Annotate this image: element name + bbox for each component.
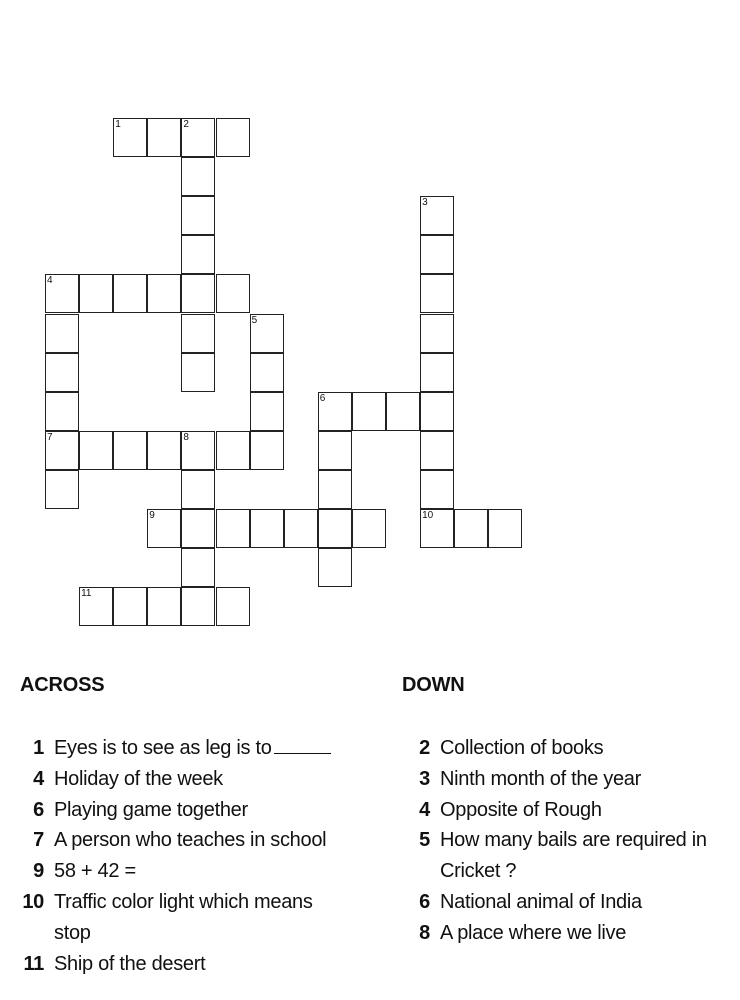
crossword-cell[interactable] — [420, 196, 454, 235]
crossword-cell[interactable] — [181, 235, 215, 274]
crossword-cell[interactable] — [318, 431, 352, 470]
crossword-cell[interactable] — [216, 274, 250, 313]
crossword-cell[interactable] — [216, 431, 250, 470]
crossword-cell[interactable] — [181, 157, 215, 196]
cell-number: 4 — [47, 275, 53, 287]
crossword-cell[interactable] — [181, 274, 215, 313]
clue-text: Ship of the desert — [54, 952, 206, 975]
cell-number: 5 — [251, 314, 258, 326]
clue-number: 9 — [33, 860, 44, 883]
crossword-cell[interactable] — [420, 353, 454, 392]
crossword-cell[interactable] — [147, 118, 181, 157]
cell-number: 11 — [81, 588, 92, 600]
crossword-cell[interactable] — [318, 548, 352, 587]
crossword-cell[interactable] — [45, 314, 79, 353]
crossword-cell[interactable] — [181, 470, 215, 509]
crossword-cell[interactable] — [250, 509, 284, 548]
crossword-cell[interactable] — [181, 587, 215, 626]
crossword-cell[interactable] — [113, 431, 147, 470]
across-clue — [14, 887, 354, 949]
down-clue — [400, 764, 736, 795]
crossword-cell[interactable] — [420, 314, 454, 353]
crossword-cell[interactable] — [45, 431, 79, 470]
cell-number: 6 — [319, 392, 326, 404]
cell-number: 8 — [183, 431, 189, 443]
clue-number: 2 — [419, 737, 430, 759]
crossword-cell[interactable] — [79, 274, 113, 313]
down-clue — [400, 825, 740, 887]
crossword-cell[interactable] — [79, 431, 113, 470]
cell-number: 1 — [115, 119, 121, 130]
crossword-cell[interactable] — [181, 431, 215, 470]
crossword-cell[interactable] — [45, 353, 79, 392]
clue-text: A place where we live — [440, 921, 627, 944]
crossword-cell[interactable] — [420, 431, 454, 470]
clue-number: 10 — [22, 890, 44, 913]
crossword-cell[interactable] — [284, 509, 318, 548]
down-heading: DOWN — [402, 674, 465, 696]
cell-number: 3 — [422, 197, 428, 209]
clue-text: Ninth month of the year — [440, 767, 641, 790]
across-clue — [14, 949, 384, 980]
crossword-cell[interactable] — [181, 548, 215, 587]
crossword-cell[interactable] — [45, 274, 79, 313]
crossword-cell[interactable] — [250, 431, 284, 470]
across-clue-list — [14, 733, 384, 979]
crossword-cell[interactable] — [318, 509, 352, 548]
clue-text: How many bails are required in Cricket ? — [440, 829, 707, 883]
crossword-cell[interactable] — [250, 353, 284, 392]
clue-number: 5 — [419, 829, 430, 852]
crossword-cell[interactable] — [147, 509, 181, 548]
crossword-cell[interactable] — [454, 509, 488, 548]
crossword-cell[interactable] — [216, 118, 250, 157]
cell-number: 7 — [47, 431, 53, 443]
down-clue — [400, 887, 736, 918]
across-clue — [14, 795, 384, 826]
crossword-cell[interactable] — [216, 587, 250, 626]
crossword-cell[interactable] — [318, 392, 352, 431]
crossword-cell[interactable] — [113, 274, 147, 313]
clue-number: 6 — [33, 798, 44, 821]
across-clue — [14, 733, 384, 764]
clue-number: 4 — [419, 798, 430, 821]
crossword-cell[interactable] — [420, 235, 454, 274]
clue-number: 1 — [33, 737, 44, 759]
crossword-cell[interactable] — [147, 587, 181, 626]
crossword-cell[interactable] — [181, 196, 215, 235]
clue-text: Holiday of the week — [54, 767, 223, 790]
crossword-cell[interactable] — [386, 392, 420, 431]
clue-text: 58 + 42 = — [54, 860, 136, 883]
cell-number: 2 — [183, 119, 189, 130]
crossword-cell[interactable] — [181, 314, 215, 353]
clue-number: 6 — [419, 890, 430, 913]
across-heading: ACROSS — [20, 674, 105, 696]
cell-number: 9 — [149, 510, 155, 521]
clue-text: Opposite of Rough — [440, 798, 602, 821]
crossword-cell[interactable] — [250, 392, 284, 431]
clue-text: Playing game together — [54, 798, 248, 821]
crossword-cell[interactable] — [113, 587, 147, 626]
crossword-cell[interactable] — [420, 470, 454, 509]
clue-text: Collection of books — [440, 737, 604, 759]
crossword-cell[interactable] — [352, 392, 386, 431]
crossword-cell[interactable] — [250, 314, 284, 353]
down-clue — [400, 733, 736, 764]
crossword-cell[interactable] — [420, 392, 454, 431]
down-clue — [400, 795, 736, 826]
clue-text: A person who teaches in school — [54, 829, 327, 852]
across-clue — [14, 856, 384, 887]
answer-blank — [274, 737, 331, 754]
crossword-cell[interactable] — [147, 274, 181, 313]
crossword-cell[interactable] — [45, 470, 79, 509]
crossword-cell[interactable] — [181, 509, 215, 548]
clue-text: National animal of India — [440, 890, 642, 913]
crossword-cell[interactable] — [216, 509, 250, 548]
crossword-cell[interactable] — [352, 509, 386, 548]
across-clue — [14, 764, 384, 795]
crossword-cell[interactable] — [488, 509, 522, 548]
clue-number: 3 — [419, 767, 430, 790]
clue-text: Eyes is to see as leg is to — [54, 737, 272, 759]
crossword-cell[interactable] — [79, 587, 113, 626]
crossword-cell[interactable] — [147, 431, 181, 470]
crossword-cell[interactable] — [420, 509, 454, 548]
crossword-cell[interactable] — [45, 392, 79, 431]
clue-number: 7 — [33, 829, 44, 852]
clue-number: 4 — [33, 767, 44, 790]
across-clue — [14, 825, 384, 856]
down-clue — [400, 918, 736, 949]
cell-number: 10 — [422, 510, 434, 521]
clue-number: 11 — [23, 952, 44, 975]
clue-number: 8 — [419, 921, 430, 944]
crossword-cell[interactable] — [113, 118, 147, 157]
down-clue-list — [400, 733, 736, 949]
crossword-cell[interactable] — [181, 118, 215, 157]
clue-text: Traffic color light which means stop — [54, 890, 313, 944]
crossword-cell[interactable] — [318, 470, 352, 509]
crossword-cell[interactable] — [420, 274, 454, 313]
crossword-cell[interactable] — [181, 353, 215, 392]
